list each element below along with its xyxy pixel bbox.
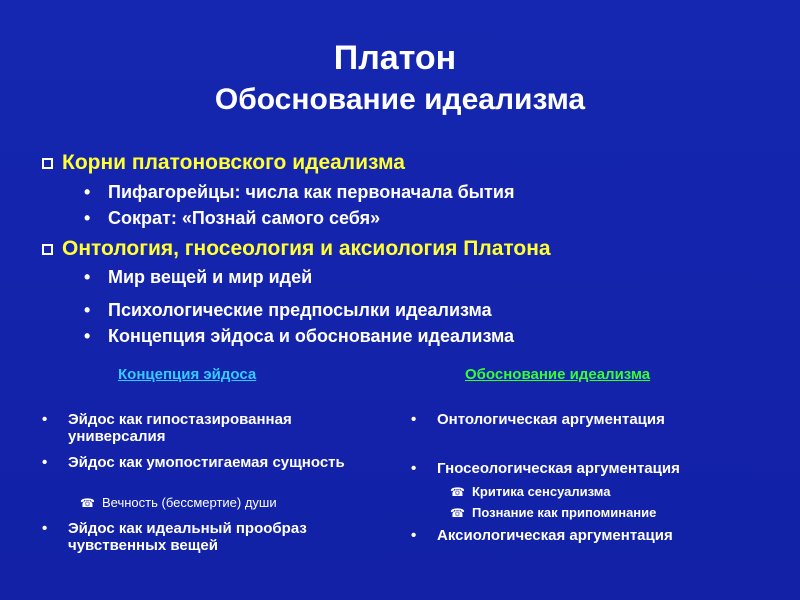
item-text: Онтологическая аргументация [437,411,665,428]
bullet-dot-icon: • [84,182,91,202]
subitem-text: Вечность (бессмертие) души [102,495,277,510]
bullet-dot-icon: • [84,326,91,346]
bullet-text: Сократ: «Познай самого себя» [108,208,381,228]
subitem-text: Познание как припоминание [472,505,657,520]
bullet-dot-icon: • [42,411,48,428]
left-column-item [42,520,398,554]
bullet-dot-icon: • [42,454,48,471]
phone-icon: ☎ [450,485,465,499]
item-text: Гносеологическая аргументация [437,460,680,477]
right-column-subitem [450,505,656,521]
item-text: Эйдос как умопостигаемая сущность [68,454,345,471]
bullet-item [84,325,514,347]
section-heading-ontology [42,236,551,262]
bullet-dot-icon: • [84,267,91,287]
right-column-item [411,460,777,477]
item-text: Эйдос как гипостазированная универсалия [68,411,292,445]
bullet-dot-icon: • [84,208,91,228]
bullet-dot-icon: • [84,300,91,320]
right-column-subitem [450,484,610,500]
checkbox-bullet-icon [42,158,53,169]
phone-icon: ☎ [80,496,95,510]
bullet-text: Пифагорейцы: числа как первоначала бытия [108,182,515,202]
item-text: Аксиологическая аргументация [437,527,673,544]
bullet-item [84,207,380,229]
bullet-text: Концепция эйдоса и обоснование идеализма [108,326,515,346]
bullet-item [84,266,312,288]
checkbox-bullet-icon [42,244,53,255]
section-heading-text: Онтология, гносеология и аксиология Платона [62,237,551,260]
section-heading-roots [42,150,405,176]
right-column-item [411,527,777,544]
right-column-item [411,411,777,428]
bullet-item [84,299,492,321]
bullet-text: Мир вещей и мир идей [108,267,313,287]
section-heading-text: Корни платоновского идеализма [62,151,405,174]
left-column-heading: Концепция эйдоса [118,366,257,383]
slide-title: Платон [333,39,457,77]
bullet-dot-icon: • [411,411,417,428]
slide-subtitle: Обоснование идеализма [214,83,586,116]
bullet-text: Психологические предпосылки идеализма [108,300,492,320]
bullet-dot-icon: • [42,520,48,537]
phone-icon: ☎ [450,506,465,520]
bullet-item [84,181,514,203]
bullet-dot-icon: • [411,527,417,544]
left-column-item [42,454,368,471]
item-text: Эйдос как идеальный прообраз чувственных вещей [68,520,307,554]
right-column-heading: Обоснование идеализма [465,366,651,383]
left-column-subitem [80,495,277,511]
left-column-item [42,411,378,445]
subitem-text: Критика сенсуализма [472,484,611,499]
bullet-dot-icon: • [411,460,417,477]
